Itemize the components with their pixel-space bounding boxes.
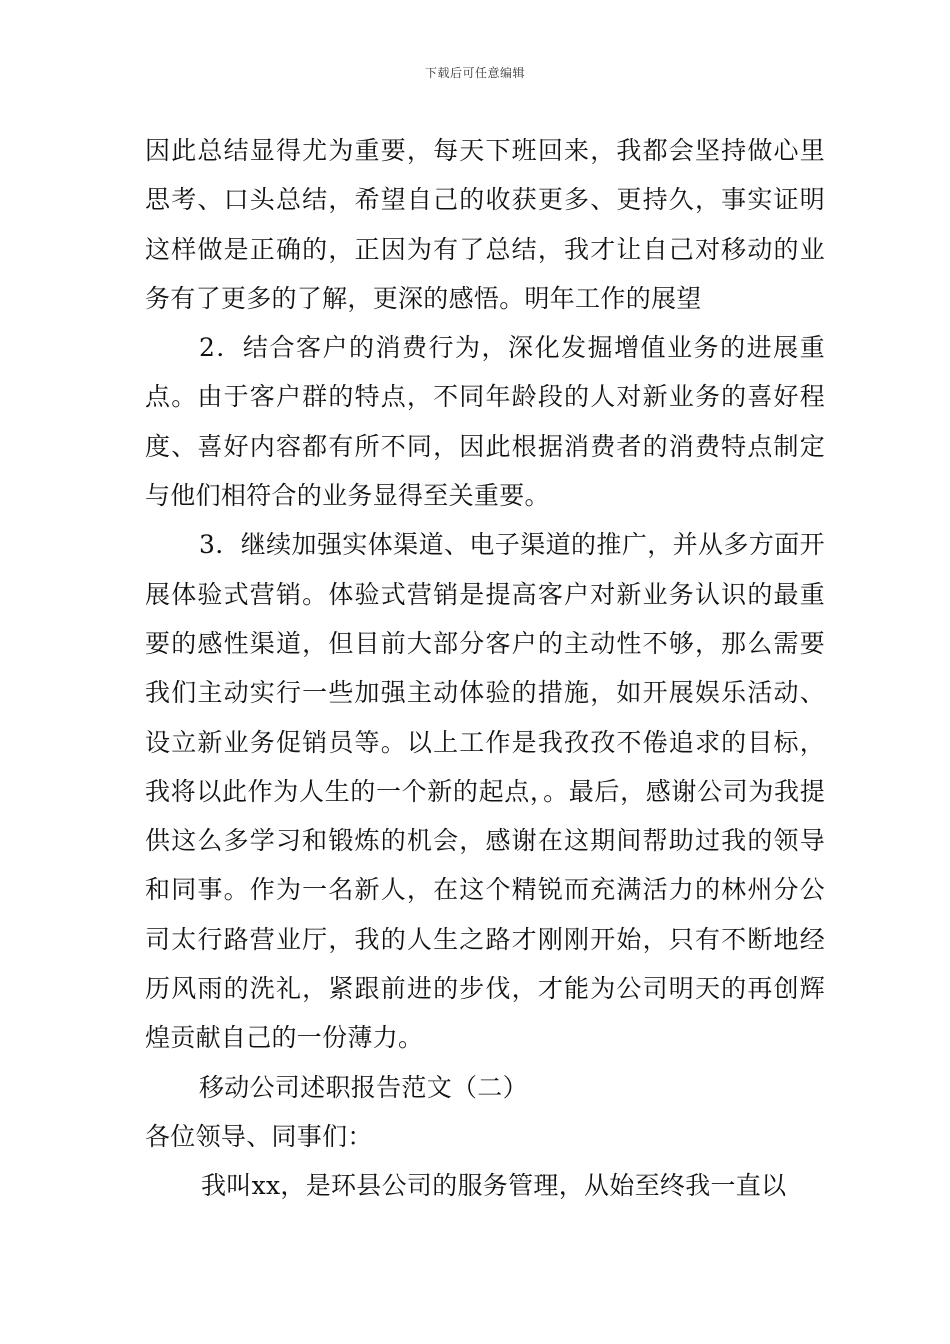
paragraph-point-2: 2．结合客户的消费行为，深化发掘增值业务的进展重点。由于客户群的特点，不同年龄段的人对新业务的喜好程度、喜好内容都有所不同，因此根据消费者的消费特点制定与他们相符合的业务显得至关重要。 bbox=[145, 333, 825, 511]
salutation: 各位领导、同事们： bbox=[145, 1121, 373, 1151]
document-body bbox=[145, 126, 825, 1211]
paragraph-summary-continuation: 因此总结显得尤为重要，每天下班回来，我都会坚持做心里思考、口头总结，希望自己的收获更多、更持久，事实证明这样做是正确的，正因为有了总结，我才让自己对移动的业务有了更多的了解，更深的感悟。明年工作的展望 bbox=[145, 136, 825, 313]
paragraph-point-3: 3．继续加强实体渠道、电子渠道的推广，并从多方面开展体验式营销。体验式营销是提高客户对新业务认识的最重要的感性渠道，但目前大部分客户的主动性不够，那么需要我们主动实行一些加强主动体验的措施，如开展娱乐活动、设立新业务促销员等。以上工作是我孜孜不倦追求的目标，我将以此作为人生的一个新的起点，。最后，感谢公司为我提供这么多学习和锻炼的机会，感谢在这期间帮助过我的领导和同事。作为一名新人，在这个精锐而充满活力的林州分公司太行路营业厅，我的人生之路才刚刚开始，只有不断地经历风雨的洗礼，紧跟前进的步伐，才能为公司明天的再创辉煌贡献自己的一份薄力。 bbox=[145, 530, 825, 1053]
section-title: 移动公司述职报告范文（二） bbox=[199, 1072, 528, 1102]
paragraph-intro: 我叫xx，是环县公司的服务管理，从始至终我一直以 bbox=[201, 1171, 787, 1201]
page-header-note: 下载后可任意编辑 bbox=[424, 66, 525, 80]
